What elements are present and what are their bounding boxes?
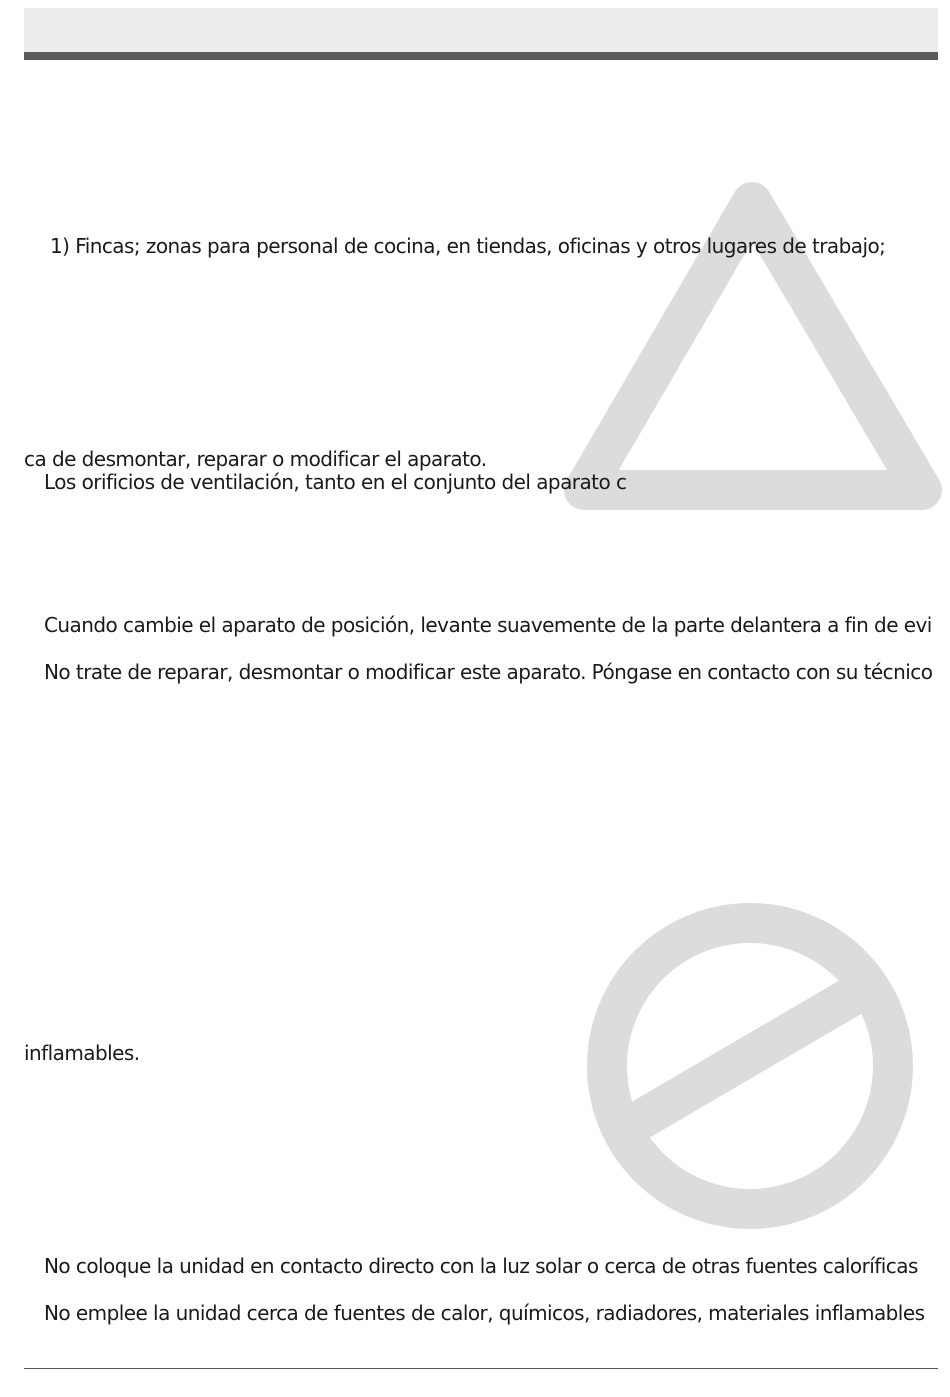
header-band <box>24 8 938 52</box>
text-line-8: No emplee la unidad cerca de fuentes de calor, químicos, radiadores, materiales inflamables <box>44 1301 925 1325</box>
text-line-4: Cuando cambie el aparato de posición, levante suavemente de la parte delantera a fin de evi <box>44 613 932 637</box>
text-line-5: No trate de reparar, desmontar o modificar este aparato. Póngase en contacto con su técnico <box>44 660 933 684</box>
text-line-3: Los orificios de ventilación, tanto en el conjunto del aparato c <box>44 470 627 494</box>
text-line-6: inflamables. <box>24 1041 140 1065</box>
text-line-2: ca de desmontar, reparar o modificar el aparato. <box>24 447 487 471</box>
prohibition-icon <box>584 900 916 1232</box>
header-rule <box>24 52 938 60</box>
text-line-7: No coloque la unidad en contacto directo con la luz solar o cerca de otras fuentes caloríficas <box>44 1254 918 1278</box>
footer-rule <box>24 1368 938 1369</box>
text-line-1: 1) Fincas; zonas para personal de cocina, en tiendas, oficinas y otros lugares de trabajo; <box>50 234 886 258</box>
